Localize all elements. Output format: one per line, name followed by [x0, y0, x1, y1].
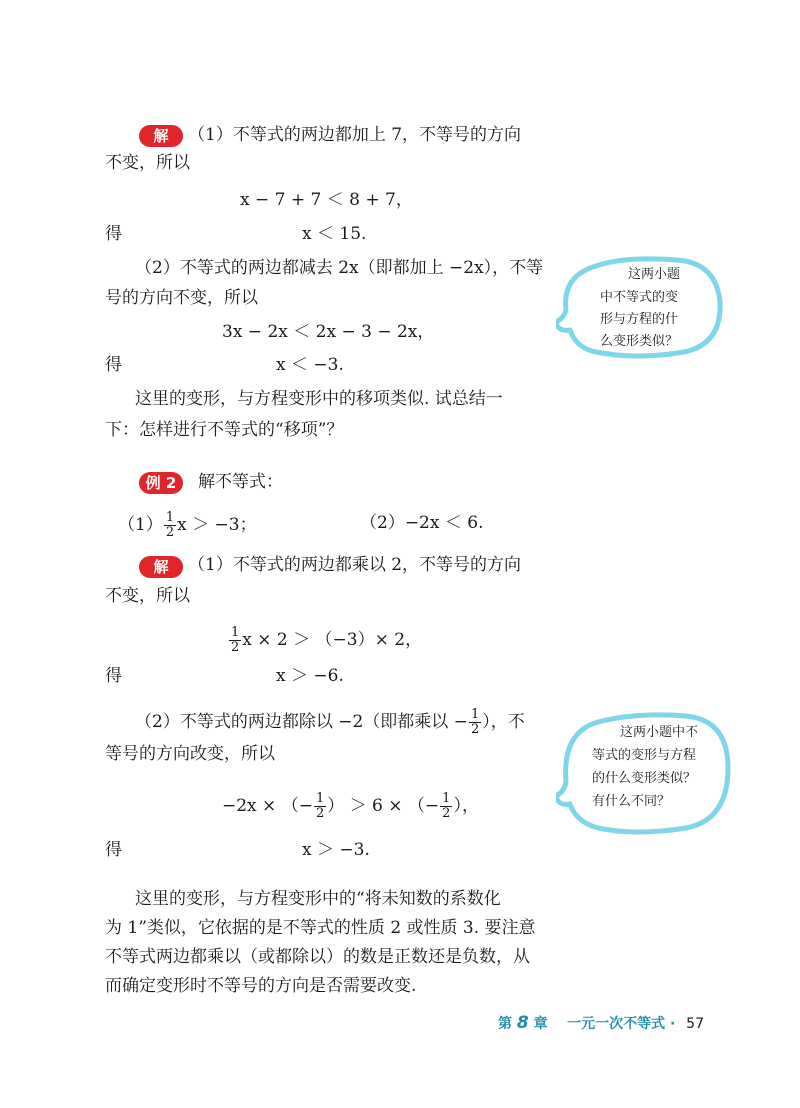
de-label: 得: [105, 355, 122, 375]
solution1-part2-intro-cont: 号的方向不变，所以: [105, 288, 258, 308]
solution1-part1-intro: （1）不等式的两边都加上 7，不等号的方向: [188, 125, 522, 145]
solution-badge: 解: [139, 125, 183, 147]
result: x ＜ −3.: [276, 355, 344, 375]
fraction: $\frac{1}{2}$: [470, 707, 480, 737]
note-paragraph-cont: 不等式两边都乘以（或都除以）的数是正数还是负数，从: [105, 947, 530, 967]
example-item-1: [118, 511, 257, 540]
bubble-text: 中不等式的变: [600, 290, 679, 305]
chapter-suffix: 章: [533, 1016, 548, 1032]
bubble-text: 这两小题中不: [620, 725, 699, 740]
fraction: $\frac{1}{2}$: [165, 510, 175, 540]
speech-bubble: [556, 252, 726, 364]
note-paragraph-cont: 而确定变形时不等号的方向是否需要改变.: [105, 976, 417, 996]
page-number: 57: [686, 1016, 704, 1032]
note-paragraph-cont: 为 1”类似，它依据的是不等式的性质 2 或性质 3. 要注意: [105, 918, 536, 938]
solution1-part1-intro-cont: 不变，所以: [105, 153, 190, 173]
bubble-text: 形与方程的什: [600, 312, 679, 327]
chapter-prefix: 第: [498, 1016, 512, 1032]
fraction: $\frac{1}{2}$: [231, 625, 240, 655]
de-label: 得: [105, 224, 122, 244]
page-footer: [498, 1013, 704, 1033]
speech-bubble: [556, 708, 734, 840]
footer-bullet: ·: [669, 1016, 676, 1032]
equation: x − 7 + 7 ＜ 8 + 7，: [240, 190, 413, 210]
de-label: 得: [105, 666, 122, 686]
solution2-part1-intro-cont: 不变，所以: [105, 586, 190, 606]
example-item-2: （2）−2x ＜ 6.: [360, 513, 484, 533]
example-badge: 例 2: [139, 472, 183, 494]
result: x ＞ −3.: [302, 840, 370, 860]
example-title: 解不等式：: [198, 472, 283, 492]
chapter-title: 一元一次不等式: [567, 1016, 666, 1032]
bubble-text: 的什么变形类似？: [592, 771, 697, 786]
equation: $\frac{1}{2}$ x × 2 ＞ （−3）× 2，: [231, 625, 423, 655]
bubble-text: 有什么不同？: [592, 794, 671, 809]
fraction: $\frac{1}{2}$: [442, 791, 451, 821]
note-paragraph-cont: 下：怎样进行不等式的“移项”？: [105, 420, 344, 440]
note-paragraph: 这里的变形，与方程变形中的“将未知数的系数化: [135, 889, 501, 909]
item-label: （1）: [118, 515, 163, 535]
bubble-text: 这两小题: [628, 267, 681, 282]
note-paragraph: 这里的变形，与方程变形中的移项类似. 试总结一: [135, 389, 503, 409]
solution2-part2-intro-cont: 等号的方向改变，所以: [105, 744, 275, 764]
chapter-number: 8: [516, 1013, 529, 1033]
solution2-part2-intro: （2）不等式的两边都除以 −2（即都乘以 − $\frac{1}{2}$ ），不: [135, 707, 525, 737]
solution1-part2-intro: （2）不等式的两边都减去 2x（即都加上 −2x），不等: [135, 258, 544, 278]
result: x ＞ −6.: [276, 666, 344, 686]
item-text: x ＞ −3；: [177, 515, 257, 535]
de-label: 得: [105, 840, 122, 860]
result: x ＜ 15.: [302, 224, 367, 244]
bubble-text: 等式的变形与方程: [592, 748, 697, 763]
fraction: $\frac{1}{2}$: [315, 791, 325, 821]
equation: 3x − 2x ＜ 2x − 3 − 2x，: [222, 322, 435, 342]
solution2-part1-intro: （1）不等式的两边都乘以 2，不等号的方向: [188, 555, 522, 575]
solution-badge: 解: [139, 556, 183, 578]
bubble-text: 么变形类似？: [600, 334, 679, 349]
equation: −2x × （− $\frac{1}{2}$ ） ＞ 6 × （− $\frac{1}{2}$ ），: [222, 791, 479, 821]
